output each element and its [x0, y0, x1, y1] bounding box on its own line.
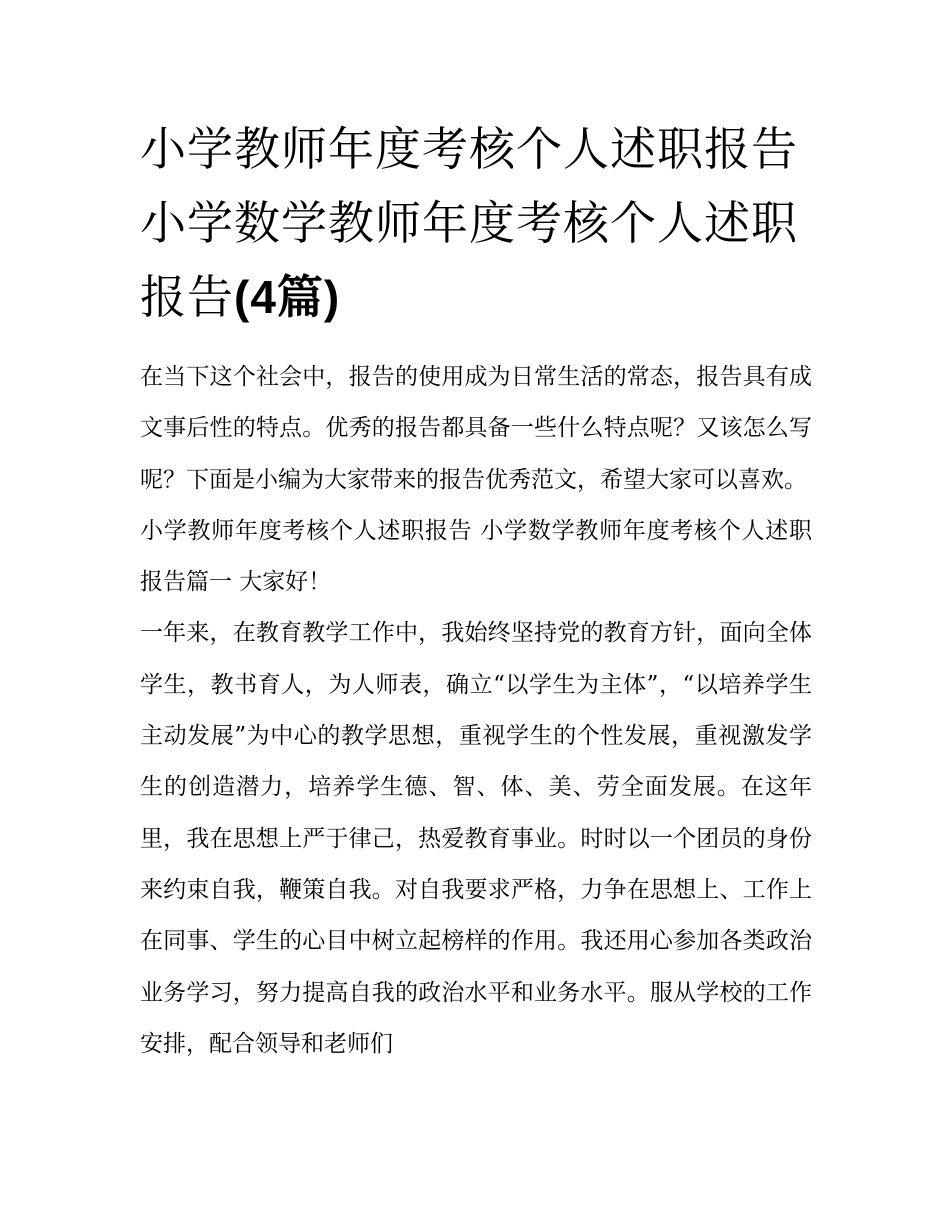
body-paragraph: 一年来，在教育教学工作中，我始终坚持党的教育方针，面向全体学生，教书育人，为人师表，确立“以学生为主体”，“以培养学生主动发展”为中心的教学思想，重视学生的个性发展，重视激发学生的创造潜力，培养学生德、智、体、美、劳全面发展。在这年里，我在思想上严于律己，热爱教育事业。时时以一个团员的身份来约束自我，鞭策自我。对自我要求严格，力争在思想上、工作上在同事、学生的心目中树立起榜样的作用。我还用心参加各类政治业务学习，努力提高自我的政治水平和业务水平。服从学校的工作安排，配合领导和老师们: [140, 620, 812, 1057]
document-title-count: (4篇): [234, 271, 341, 323]
document-body: [140, 352, 812, 1070]
section-heading-paragraph: 小学教师年度考核个人述职报告 小学数学教师年度考核个人述职报告篇一 大家好！: [140, 517, 812, 596]
document-title: [140, 112, 820, 334]
document-title-main: 小学教师年度考核个人述职报告 小学数学教师年度考核个人述职报告: [140, 122, 798, 324]
intro-paragraph: 在当下这个社会中，报告的使用成为日常生活的常态，报告具有成文事后性的特点。优秀的报告都具备一些什么特点呢？又该怎么写呢？下面是小编为大家带来的报告优秀范文，希望大家可以喜欢。: [140, 364, 812, 493]
